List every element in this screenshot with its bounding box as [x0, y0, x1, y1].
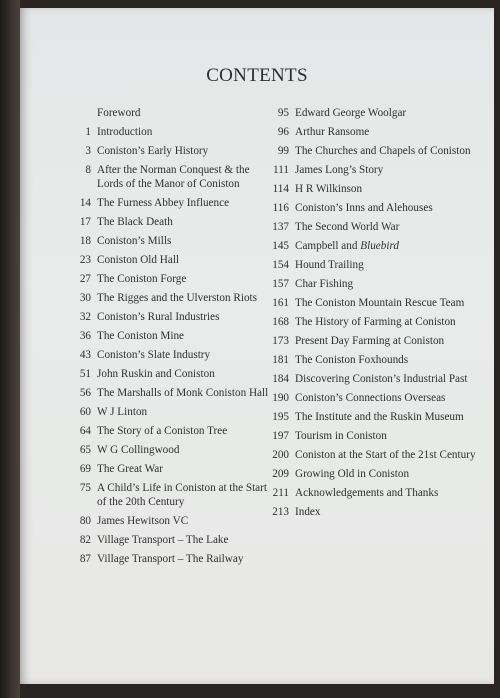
entry-title-text: The Churches and Chapels of Coniston [295, 145, 471, 157]
entry-title-text: The Furness Abbey Influence [97, 197, 230, 209]
entry-title-text: Acknowledgements and Thanks [295, 487, 439, 499]
entry-title [295, 353, 479, 367]
entry-title-text: The Great War [97, 463, 163, 475]
page-title: CONTENTS [206, 65, 308, 86]
entry-page-number: 23 [79, 254, 91, 266]
entry-title-text: Edward George Woolgar [295, 107, 407, 119]
entry-page-number: 3 [85, 145, 91, 157]
entry-page-number [65, 106, 97, 120]
entry-page-number: 60 [79, 406, 91, 418]
entry-page-number: 111 [273, 164, 289, 176]
entry-page-number: 114 [272, 183, 289, 195]
book-spine [0, 0, 20, 698]
contents-entry [259, 277, 479, 291]
contents-entry [65, 234, 275, 248]
contents-entry [259, 334, 479, 348]
entry-title [97, 125, 275, 139]
entry-page-number: 27 [79, 273, 91, 285]
contents-entry [259, 144, 479, 158]
entry-title-text: John Ruskin and Coniston [97, 368, 215, 380]
entry-page-number: 96 [277, 126, 289, 138]
entry-title [295, 429, 479, 443]
entry-title-text: The Institute and the Ruskin Museum [295, 411, 464, 423]
entry-title [97, 329, 275, 343]
entry-title [295, 163, 479, 177]
contents-entry [65, 291, 275, 305]
entry-title-text: Introduction [97, 126, 153, 138]
contents-entry [259, 315, 479, 329]
entry-title-text: James Long’s Story [295, 164, 384, 176]
contents-entry [65, 514, 275, 528]
contents-entry [259, 182, 479, 196]
contents-entry [65, 106, 275, 120]
entry-title-text: Growing Old in Coniston [295, 468, 410, 480]
contents-entry [65, 552, 275, 566]
contents-entry [65, 424, 275, 438]
entry-title [97, 367, 275, 381]
entry-title-text: Coniston’s Early History [97, 145, 209, 157]
entry-page-number: 14 [79, 197, 91, 209]
entry-title [97, 348, 275, 362]
contents-entry [65, 462, 275, 476]
entry-page-number: 190 [272, 392, 289, 404]
contents-entry [65, 386, 275, 400]
contents-entry [259, 486, 479, 500]
entry-title [295, 239, 479, 253]
contents-entry [259, 391, 479, 405]
contents-entry [259, 258, 479, 272]
contents-entry [65, 125, 275, 139]
entry-title [97, 533, 275, 547]
entry-title-text: The History of Farming at Coniston [295, 316, 456, 328]
entry-title-text: W G Collingwood [97, 444, 180, 456]
entry-page-number: 80 [79, 515, 91, 527]
entry-title [97, 443, 275, 457]
entry-title [97, 310, 275, 324]
entry-page-number: 161 [272, 297, 289, 309]
contents-entry [259, 201, 479, 215]
entry-page-number: 17 [79, 216, 91, 228]
contents-entry [259, 163, 479, 177]
entry-title-text: The Story of a Coniston Tree [97, 425, 228, 437]
entry-page-number: 157 [272, 278, 289, 290]
entry-page-number: 65 [79, 444, 91, 456]
contents-entry [65, 196, 275, 210]
entry-title-text: A Child’s Life in Coniston at the Start of the 20th Century [97, 482, 267, 508]
entry-title [97, 424, 275, 438]
entry-title [295, 448, 479, 462]
entry-title-text: The Coniston Foxhounds [295, 354, 409, 366]
entry-title [97, 481, 275, 509]
entry-title-text: Coniston’s Inns and Alehouses [295, 202, 433, 214]
entry-page-number: 213 [272, 506, 289, 518]
entry-page-number: 197 [272, 430, 289, 442]
entry-page-number: 36 [79, 330, 91, 342]
entry-page-number: 168 [272, 316, 289, 328]
contents-entry [65, 348, 275, 362]
entry-title-text: Char Fishing [295, 278, 354, 290]
entry-page-number: 87 [79, 553, 91, 565]
entry-title-text: Present Day Farming at Coniston [295, 335, 445, 347]
entry-title-text: Coniston’s Mills [97, 235, 172, 247]
contents-entry [65, 367, 275, 381]
entry-title [97, 514, 275, 528]
entry-title [295, 410, 479, 424]
entry-title-text: Coniston Old Hall [97, 254, 180, 266]
contents-entry [65, 253, 275, 267]
entry-title [295, 277, 479, 291]
contents-entry [65, 481, 275, 509]
entry-page-number: 43 [79, 349, 91, 361]
entry-title-text: Village Transport – The Lake [97, 534, 229, 546]
entry-title-text: Arthur Ransome [295, 126, 370, 138]
entry-title-text: H R Wilkinson [295, 183, 363, 195]
entry-title [97, 253, 275, 267]
contents-entry [65, 310, 275, 324]
contents-entry [259, 448, 479, 462]
contents-entry [259, 106, 479, 120]
entry-page-number: 51 [79, 368, 91, 380]
contents-entry [65, 163, 275, 191]
contents-entry [65, 533, 275, 547]
contents-page [20, 8, 494, 684]
contents-entry [259, 467, 479, 481]
contents-entry [259, 353, 479, 367]
contents-entry [259, 505, 479, 519]
entry-title-text: Campbell and [295, 240, 361, 252]
entry-title [97, 234, 275, 248]
entry-title-text: The Rigges and the Ulverston Riots [97, 292, 258, 304]
entry-page-number: 18 [79, 235, 91, 247]
entry-title-text: The Coniston Mine [97, 330, 185, 342]
entry-title [97, 215, 275, 229]
entry-title [295, 258, 479, 272]
entry-page-number: 32 [79, 311, 91, 323]
entry-title-text: Index [295, 506, 321, 518]
contents-entry [65, 144, 275, 158]
entry-page-number: 64 [79, 425, 91, 437]
contents-entry [65, 443, 275, 457]
entry-page-number: 95 [277, 107, 289, 119]
entry-title-text: W J Linton [97, 406, 148, 418]
entry-title-text: The Black Death [97, 216, 173, 228]
contents-entry [259, 239, 479, 253]
contents-entry [65, 329, 275, 343]
entry-title [97, 291, 275, 305]
entry-title-text: The Coniston Forge [97, 273, 187, 285]
contents-entry [259, 372, 479, 386]
entry-page-number: 116 [272, 202, 289, 214]
entry-title [97, 405, 275, 419]
entry-title [295, 296, 479, 310]
contents-entry [259, 429, 479, 443]
entry-title-text: The Marshalls of Monk Coniston Hall [97, 387, 269, 399]
entry-title [295, 125, 479, 139]
entry-page-number: 173 [272, 335, 289, 347]
entry-page-number: 75 [79, 482, 91, 494]
entry-page-number: 30 [79, 292, 91, 304]
entry-title-italic: Bluebird [360, 240, 399, 252]
contents-column-left [65, 106, 275, 571]
entry-title-text: Hound Trailing [295, 259, 364, 271]
entry-page-number: 195 [272, 411, 289, 423]
entry-title [295, 505, 479, 519]
entry-title [97, 144, 275, 158]
entry-page-number: 56 [79, 387, 91, 399]
entry-title-text: Tourism in Coniston [295, 430, 387, 442]
contents-entry [259, 296, 479, 310]
entry-title [295, 144, 479, 158]
entry-title-text: Discovering Coniston’s Industrial Past [295, 373, 468, 385]
entry-title [97, 272, 275, 286]
entry-page-number: 211 [272, 487, 289, 499]
entry-title [97, 462, 275, 476]
entry-title-text: The Second World War [295, 221, 400, 233]
entry-title [97, 196, 275, 210]
entry-title [295, 391, 479, 405]
contents-entry [65, 405, 275, 419]
entry-title [295, 106, 479, 120]
entry-page-number: 181 [272, 354, 289, 366]
entry-title-text: Foreword [97, 107, 141, 119]
entry-page-number: 99 [277, 145, 289, 157]
entry-page-number: 200 [272, 449, 289, 461]
entry-page-number: 69 [79, 463, 91, 475]
entry-title [97, 163, 275, 191]
contents-entry [259, 220, 479, 234]
entry-title [295, 334, 479, 348]
entry-title-text: Village Transport – The Railway [97, 553, 244, 565]
entry-title-text: Coniston’s Connections Overseas [295, 392, 446, 404]
entry-title [295, 467, 479, 481]
entry-page-number: 137 [272, 221, 289, 233]
entry-title-text: Coniston’s Rural Industries [97, 311, 220, 323]
entry-page-number: 154 [272, 259, 289, 271]
entry-page-number: 209 [272, 468, 289, 480]
contents-entry [259, 410, 479, 424]
entry-title [97, 552, 275, 566]
entry-title [295, 486, 479, 500]
entry-title [295, 315, 479, 329]
entry-title-text: The Coniston Mountain Rescue Team [295, 297, 465, 309]
entry-page-number: 145 [272, 240, 289, 252]
contents-entry [259, 125, 479, 139]
entry-title [97, 106, 275, 120]
entry-title [295, 220, 479, 234]
contents-column-right [259, 106, 479, 524]
contents-entry [65, 215, 275, 229]
entry-title [295, 372, 479, 386]
entry-title [295, 182, 479, 196]
entry-page-number: 1 [85, 126, 91, 138]
entry-title [97, 386, 275, 400]
entry-title-text: Coniston at the Start of the 21st Century [295, 449, 476, 461]
contents-entry [65, 272, 275, 286]
entry-page-number: 184 [272, 373, 289, 385]
entry-page-number: 82 [79, 534, 91, 546]
entry-page-number: 8 [85, 164, 91, 176]
entry-title-text: After the Norman Conquest & the Lords of the Manor of Coniston [97, 164, 250, 190]
entry-title-text: Coniston’s Slate Industry [97, 349, 211, 361]
entry-title [295, 201, 479, 215]
entry-title-text: James Hewitson VC [97, 515, 189, 527]
